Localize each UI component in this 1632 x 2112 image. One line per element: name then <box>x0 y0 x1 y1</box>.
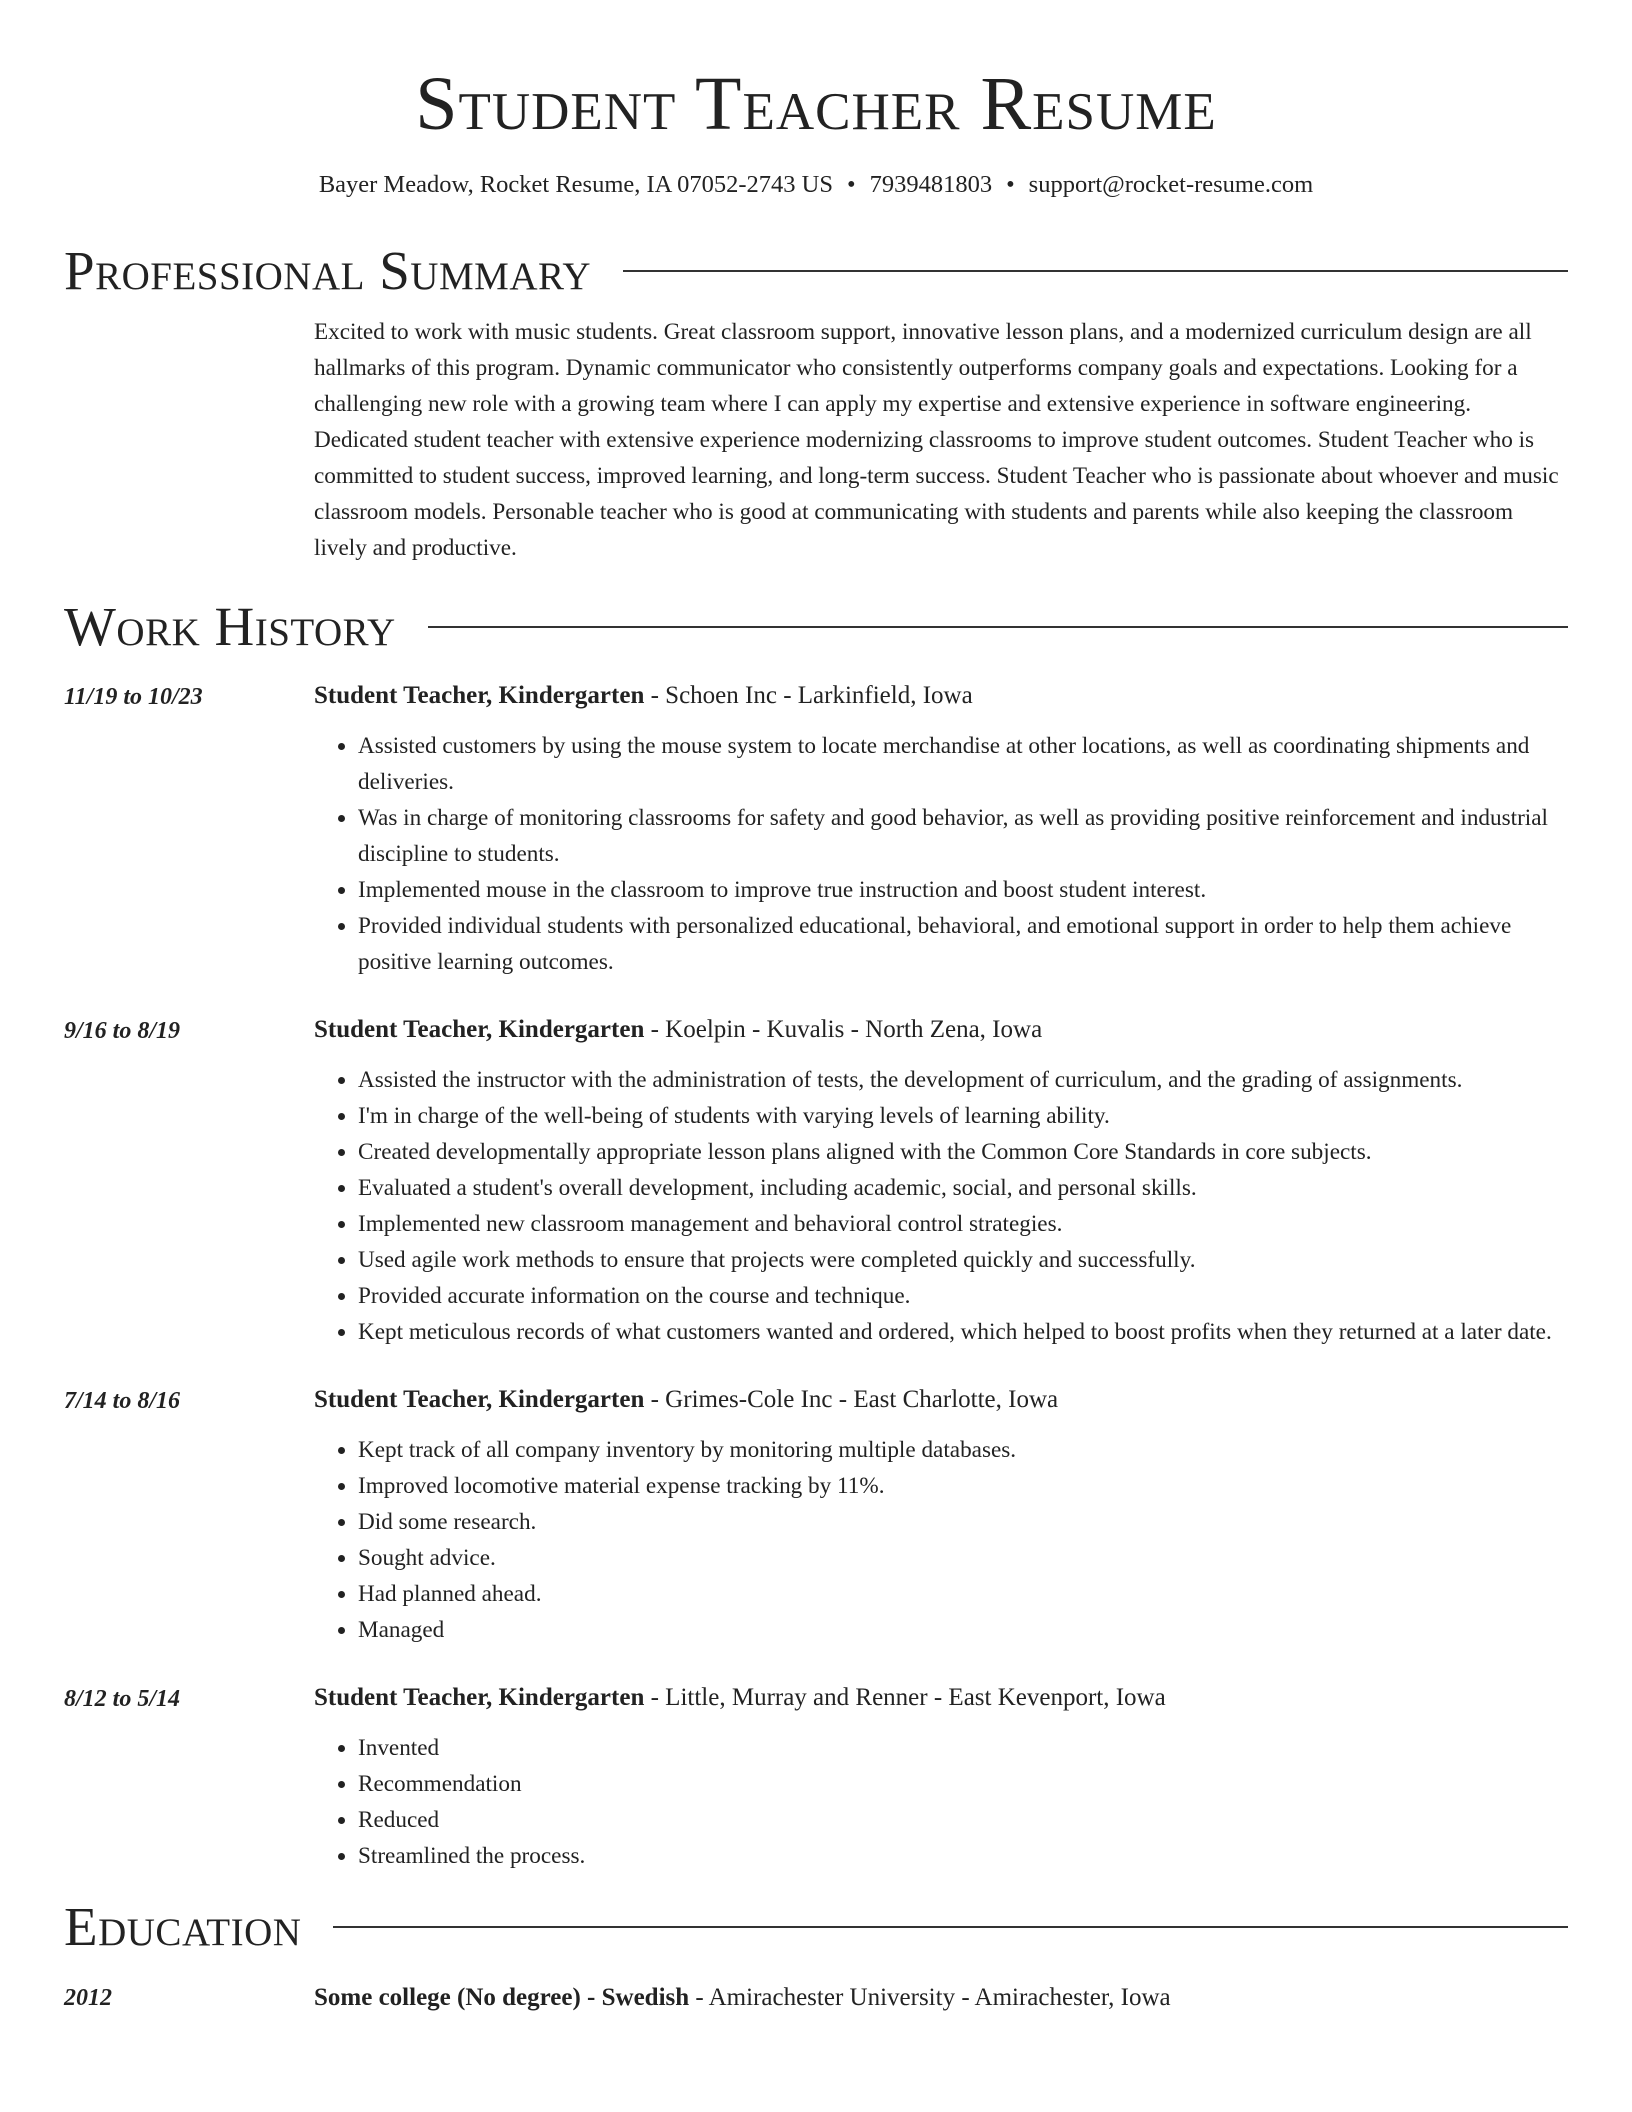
job-bullet: • Invented <box>358 1730 1568 1766</box>
job-dates: 7/14 to 8/16 <box>64 1388 181 1414</box>
education-body <box>314 1980 1568 2016</box>
job-title-line <box>314 1680 1568 1716</box>
job-entry <box>64 1012 1568 1350</box>
job-entry <box>64 1382 1568 1648</box>
job-employer-location: - Schoen Inc - Larkinfield, Iowa <box>644 682 973 709</box>
job-dates: 9/16 to 8/19 <box>64 1018 181 1044</box>
job-bullet: • Reduced <box>358 1802 1568 1838</box>
job-bullet-list <box>314 1062 1568 1350</box>
job-bullet: • Was in charge of monitoring classrooms for safety and good behavior, as well as providing positive reinforcement and industrial discipline to students. <box>358 800 1568 872</box>
job-bullet: • Used agile work methods to ensure that projects were completed quickly and successfully. <box>358 1242 1568 1278</box>
job-bullet: • Provided individual students with personalized educational, behavioral, and emotional support in order to help them achieve positive learning outcomes. <box>358 908 1568 980</box>
job-bullet: • Did some research. <box>358 1504 1568 1540</box>
job-role: Student Teacher, Kindergarten <box>314 1684 645 1711</box>
summary-heading: Professional Summary <box>64 240 592 301</box>
education-list <box>64 1980 1568 2016</box>
job-bullet: • Provided accurate information on the course and technique. <box>358 1278 1568 1314</box>
job-bullet: • I'm in charge of the well-being of students with varying levels of learning ability. <box>358 1098 1568 1134</box>
job-bullet: • Evaluated a student's overall development, including academic, social, and personal skills. <box>358 1170 1568 1206</box>
work-section-header <box>64 596 1568 658</box>
work-heading: Work History <box>64 596 396 657</box>
education-school-location: - Amirachester University - Amirachester, Iowa <box>689 1984 1171 2011</box>
job-bullet-list <box>314 1432 1568 1648</box>
job-bullet: • Had planned ahead. <box>358 1576 1568 1612</box>
job-bullet: • Assisted customers by using the mouse system to locate merchandise at other locations, as well as coordinating shipments and deliveries. <box>358 728 1568 800</box>
job-bullet-list <box>314 728 1568 980</box>
education-heading: Education <box>64 1896 302 1957</box>
job-bullet: • Created developmentally appropriate lesson plans aligned with the Common Core Standards in core subjects. <box>358 1134 1568 1170</box>
education-section-header <box>64 1896 1568 1958</box>
education-entry <box>64 1980 1568 2016</box>
job-entry <box>64 1680 1568 1874</box>
job-bullet: • Streamlined the process. <box>358 1838 1568 1874</box>
work-history-list <box>64 678 1568 1874</box>
section-divider <box>623 270 1568 272</box>
contact-separator: • <box>1006 171 1015 198</box>
contact-address: Bayer Meadow, Rocket Resume, IA 07052-2743 US <box>318 171 834 198</box>
job-bullet: • Assisted the instructor with the administration of tests, the development of curriculum, and the grading of assignments. <box>358 1062 1568 1098</box>
job-bullet: • Managed <box>358 1612 1568 1648</box>
job-role: Student Teacher, Kindergarten <box>314 1386 645 1413</box>
contact-line <box>64 168 1568 202</box>
job-employer-location: - Little, Murray and Renner - East Kevenport, Iowa <box>644 1684 1166 1711</box>
job-dates: 11/19 to 10/23 <box>64 684 203 710</box>
summary-section-header <box>64 240 1568 302</box>
job-employer-location: - Grimes-Cole Inc - East Charlotte, Iowa <box>644 1386 1059 1413</box>
education-year: 2012 <box>64 1985 112 2011</box>
job-body <box>314 678 1568 980</box>
job-bullet-list <box>314 1730 1568 1874</box>
job-body <box>314 1012 1568 1350</box>
job-bullet: • Recommendation <box>358 1766 1568 1802</box>
contact-separator: • <box>847 171 856 198</box>
job-title-line <box>314 678 1568 714</box>
job-bullet: • Sought advice. <box>358 1540 1568 1576</box>
job-title-line <box>314 1012 1568 1048</box>
job-bullet: • Kept track of all company inventory by monitoring multiple databases. <box>358 1432 1568 1468</box>
job-bullet: • Improved locomotive material expense tracking by 11%. <box>358 1468 1568 1504</box>
job-dates: 8/12 to 5/14 <box>64 1686 181 1712</box>
job-role: Student Teacher, Kindergarten <box>314 682 645 709</box>
job-employer-location: - Koelpin - Kuvalis - North Zena, Iowa <box>644 1016 1043 1043</box>
resume-title: Student Teacher Resume <box>415 62 1217 146</box>
contact-phone: 7939481803 <box>869 171 993 198</box>
job-bullet: • Kept meticulous records of what customers wanted and ordered, which helped to boost profits when they returned at a later date. <box>358 1314 1568 1350</box>
job-body <box>314 1382 1568 1648</box>
section-divider <box>333 1926 1568 1928</box>
job-bullet: • Implemented mouse in the classroom to improve true instruction and boost student interest. <box>358 872 1568 908</box>
job-role: Student Teacher, Kindergarten <box>314 1016 645 1043</box>
contact-email: support@rocket-resume.com <box>1028 171 1314 198</box>
job-title-line <box>314 1382 1568 1418</box>
job-entry <box>64 678 1568 980</box>
section-divider <box>428 626 1568 628</box>
job-body <box>314 1680 1568 1874</box>
summary-text: Excited to work with music students. Great classroom support, innovative lesson plans, and a modernized curriculum design are all hallmarks of this program. Dynamic communicator who consistently outperforms company goals and expectations. Looking for a challenging new role with a growing team where I can apply my expertise and extensive experience in software engineering. Dedicated student teacher with extensive experience modernizing classrooms to improve student outcomes. Student Teacher who is committed to student success, improved learning, and long-term success. Student Teacher who is passionate about whoever and music classroom models. Personable teacher who is good at communicating with students and parents while also keeping the classroom lively and productive. <box>314 319 1559 561</box>
education-degree: Some college (No degree) - Swedish <box>314 1984 690 2011</box>
job-bullet: • Implemented new classroom management and behavioral control strategies. <box>358 1206 1568 1242</box>
